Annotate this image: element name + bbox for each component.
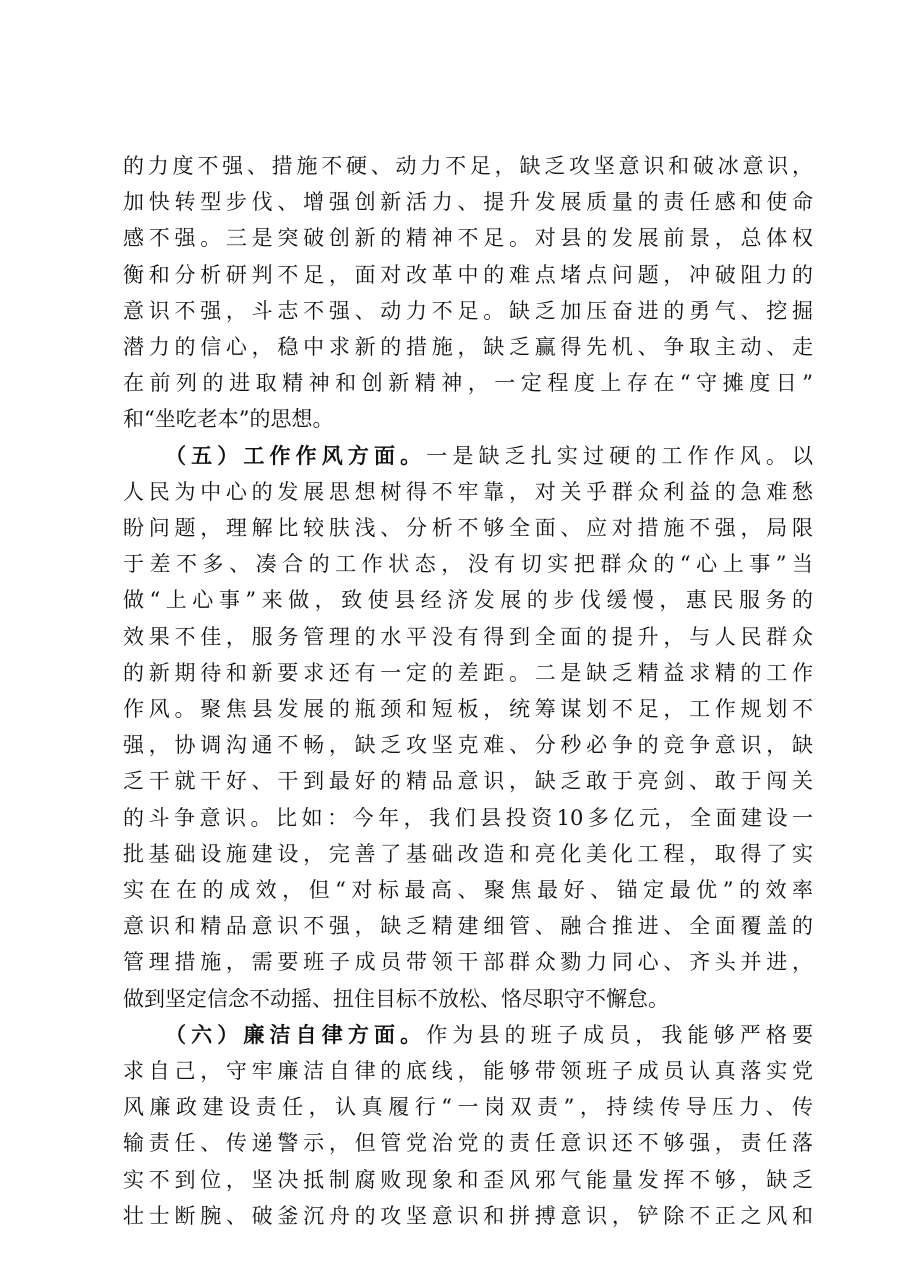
text-line: 强，协调沟通不畅，缺乏攻坚克难、分秒必争的竞争意识，缺 — [123, 733, 813, 758]
text-line: 的力度不强、措施不硬、动力不足，缺乏攻坚意识和破冰意识， — [123, 154, 813, 178]
text-line: 风廉政建设责任，认真履行“一岗双责”，持续传导压力、传 — [123, 1095, 813, 1120]
text-line: 意识不强，斗志不强、动力不足。缺乏加压奋进的勇气、挖掘 — [123, 298, 813, 323]
text-line: 乏干就干好、干到最好的精品意识，缺乏敢于亮剑、敢于闯关 — [123, 769, 813, 794]
text-line: 感不强。三是突破创新的精神不足。对县的发展前景，总体权 — [123, 226, 813, 251]
section-heading: （六）廉洁自律方面。 — [165, 1021, 427, 1047]
text-line: 的新期待和新要求还有一定的差距。二是缺乏精益求精的工作 — [123, 660, 813, 685]
section-text: 作为县的班子成员，我能够严格要 — [426, 1022, 813, 1047]
text-line: 壮士断腕、破釜沉舟的攻坚意识和拼搏意识，铲除不正之风和 — [123, 1203, 813, 1228]
text-line: 意识和精品意识不强，缺乏精建细管、融合推进、全面覆盖的 — [123, 914, 813, 939]
text-line: 衡和分析研判不足，面对改革中的难点堵点问题，冲破阻力的 — [123, 262, 813, 287]
text-line-first — [123, 438, 813, 474]
text-line: 实在在的成效，但“对标最高、聚焦最好、锚定最优”的效率 — [123, 878, 813, 903]
text-line: 的斗争意识。比如：今年，我们县投资10多亿元，全面建设一 — [123, 805, 813, 830]
text-line: 于差不多、凑合的工作状态，没有切实把群众的“心上事”当 — [123, 552, 813, 577]
paragraph-integrity — [123, 1017, 813, 1234]
text-line: 加快转型步伐、增强创新活力、提升发展质量的责任感和使命 — [123, 190, 813, 215]
paragraph-work-style — [123, 438, 813, 1017]
text-line: 做“上心事”来做，致使县经济发展的步伐缓慢，惠民服务的 — [123, 588, 813, 613]
text-line: 人民为中心的发展思想树得不牢靠，对关乎群众利益的急难愁 — [123, 479, 813, 504]
text-line: 潜力的信心，稳中求新的措施，缺乏赢得先机、争取主动、走 — [123, 335, 813, 360]
paragraph-1 — [123, 148, 813, 438]
text-line: 求自己，守牢廉洁自律的底线，能够带领班子成员认真落实党 — [123, 1059, 813, 1084]
text-line: 盼问题，理解比较肤浅、分析不够全面、应对措施不强，局限 — [123, 516, 813, 541]
text-line: 和“坐吃老本”的思想。 — [123, 407, 334, 432]
text-line: 在前列的进取精神和创新精神，一定程度上存在“守摊度日” — [123, 371, 813, 396]
text-line: 作风。聚焦县发展的瓶颈和短板，统筹谋划不足，工作规划不 — [123, 697, 813, 722]
text-line: 效果不佳，服务管理的水平没有得到全面的提升，与人民群众 — [123, 624, 813, 649]
section-text: 一是缺乏扎实过硬的工作作风。以 — [426, 443, 813, 468]
text-line: 实不到位，坚决抵制腐败现象和歪风邪气能量发挥不够，缺乏 — [123, 1167, 813, 1192]
body-text — [123, 148, 813, 1234]
text-line: 批基础设施建设，完善了基础改造和亮化美化工程，取得了实 — [123, 841, 813, 866]
text-line: 做到坚定信念不动摇、扭住目标不放松、恪尽职守不懈怠。 — [123, 986, 669, 1011]
text-line: 管理措施，需要班子成员带领干部群众勠力同心、齐头并进， — [123, 950, 813, 975]
text-line: 输责任、传递警示，但管党治党的责任意识还不够强，责任落 — [123, 1131, 813, 1156]
text-line-first — [123, 1017, 813, 1053]
section-heading: （五）工作作风方面。 — [165, 442, 427, 468]
